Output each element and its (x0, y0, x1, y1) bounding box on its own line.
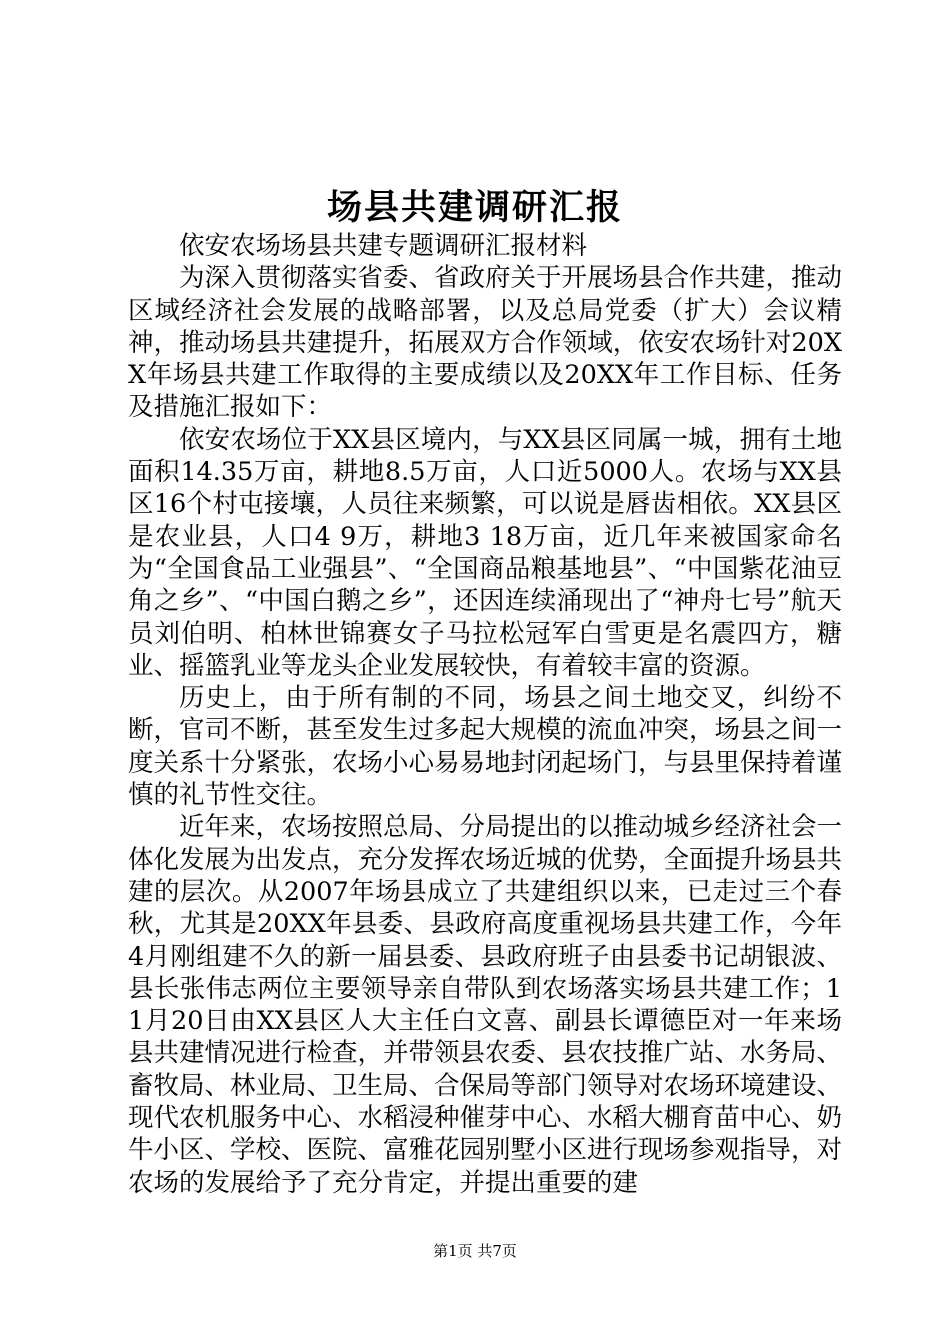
document-body (128, 230, 842, 1199)
paragraph-intro: 为深入贯彻落实省委、省政府关于开展场县合作共建，推动区域经济社会发展的战略部署，以及总局党委（扩大）会议精神，推动场县共建提升，拓展双方合作领域，依安农场针对20XX年场县共建工作取得的主要成绩以及20XX年工作目标、任务及措施汇报如下： (128, 263, 843, 423)
document-title: 场县共建调研汇报 (326, 187, 623, 228)
paragraph-location: 依安农场位于XX县区境内，与XX县区同属一城，拥有土地面积14.35万亩，耕地8.5万亩，人口近5000人。农场与XX县区16个村屯接壤，人员往来频繁，可以说是唇齿相依。XX县区是农业县，人口4 9万，耕地3 18万亩，近几年来被国家命名为“全国食品工业强县”、“全国商品粮基地县”、“中国紫花油豆角之乡”、“中国白鹅之乡”，还因连续涌现出了“神舟七号”航天员刘伯明、柏林世锦赛女子马拉松冠军白雪更是名震四方，糖业、摇篮乳业等龙头企业发展较快，有着较丰富的资源。 (128, 424, 842, 681)
paragraph-recent: 近年来，农场按照总局、分局提出的以推动城乡经济社会一体化发展为出发点，充分发挥农场近城的优势，全面提升场县共建的层次。从2007年场县成立了共建组织以来，已走过三个春秋，尤其是20XX年县委、县政府高度重视场县共建工作，今年4月刚组建不久的新一届县委、县政府班子由县委书记胡银波、县长张伟志两位主要领导亲自带队到农场落实场县共建工作；11月20日由XX县区人大主任白文喜、副县长谭德臣对一年来场县共建情况进行检查，并带领县农委、县农技推广站、水务局、畜牧局、林业局、卫生局、合保局等部门领导对农场环境建设、现代农机服务中心、水稻浸种催芽中心、水稻大棚育苗中心、奶牛小区、学校、医院、富雅花园别墅小区进行现场参观指导，对农场的发展给予了充分肯定，并提出重要的建 (128, 812, 843, 1198)
paragraph-history: 历史上，由于所有制的不同，场县之间土地交叉，纠纷不断，官司不断，甚至发生过多起大规模的流血冲突，场县之间一度关系十分紧张，农场小心易易地封闭起场门，与县里保持着谨慎的礼节性交往。 (128, 683, 843, 811)
page-number: 第1页 共7页 (433, 1242, 517, 1260)
paragraph-subtitle: 依安农场场县共建专题调研汇报材料 (179, 231, 588, 261)
